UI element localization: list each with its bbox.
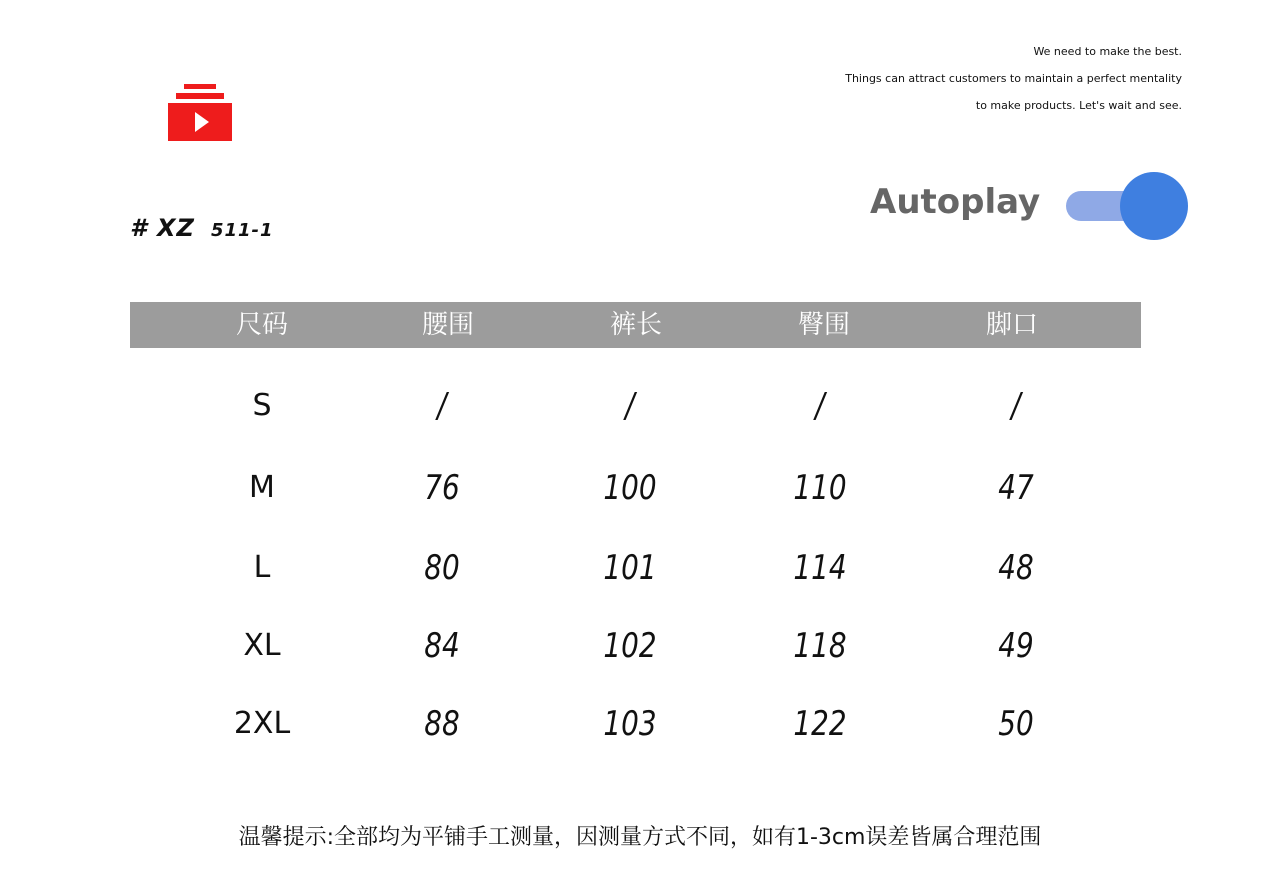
- cell-leg-opening: 50: [998, 704, 1034, 744]
- cell-hip: 110: [793, 468, 847, 508]
- table-row: [130, 694, 1141, 754]
- autoplay-label: Autoplay: [870, 182, 1041, 222]
- cell-size: XL: [243, 628, 281, 663]
- cell-waist: 84: [424, 626, 460, 666]
- cell-length: 102: [603, 626, 657, 666]
- cell-hip: 118: [793, 626, 847, 666]
- cell-length: 101: [603, 548, 657, 588]
- slogan-line-3: to make products. Let's wait and see.: [975, 99, 1182, 112]
- table-row: [130, 538, 1141, 598]
- header-size: 尺码: [235, 310, 288, 340]
- cell-leg-opening: 47: [998, 468, 1034, 508]
- table-row: [130, 458, 1141, 518]
- header-leg-opening: 脚口: [985, 310, 1038, 340]
- cell-waist: 76: [424, 468, 460, 508]
- cell-hip: 122: [793, 704, 847, 744]
- header-length: 裤长: [609, 310, 662, 340]
- product-code-number: 511-1: [210, 220, 274, 241]
- play-icon[interactable]: [168, 84, 232, 142]
- header-hip: 臀围: [797, 310, 850, 340]
- product-code-prefix: # XZ: [130, 214, 195, 242]
- cell-length: 103: [603, 704, 657, 744]
- cell-waist: /: [437, 386, 447, 426]
- cell-size: 2XL: [233, 706, 291, 741]
- header-waist: 腰围: [421, 310, 474, 340]
- cell-length: 100: [603, 468, 657, 508]
- cell-leg-opening: 49: [998, 626, 1034, 666]
- slogan: [845, 38, 1182, 119]
- size-table-header: [130, 302, 1141, 348]
- cell-hip: 114: [793, 548, 847, 588]
- cell-size: M: [249, 470, 275, 505]
- cell-leg-opening: 48: [998, 548, 1034, 588]
- cell-size: L: [253, 550, 271, 585]
- cell-waist: 80: [424, 548, 460, 588]
- cell-leg-opening: /: [1011, 386, 1021, 426]
- product-code: [130, 214, 274, 242]
- slogan-line-2: Things can attract customers to maintain a perfect mentality: [845, 72, 1182, 85]
- measurement-note: 温馨提示:全部均为平铺手工测量，因测量方式不同，如有1-3cm误差皆属合理范围: [238, 825, 1042, 850]
- table-row: [130, 616, 1141, 676]
- table-row: [130, 376, 1141, 436]
- autoplay-toggle[interactable]: [1064, 172, 1188, 240]
- cell-waist: 88: [424, 704, 460, 744]
- cell-length: /: [625, 386, 635, 426]
- autoplay-toggle-knob[interactable]: [1120, 172, 1188, 240]
- slogan-line-1: We need to make the best.: [1033, 45, 1182, 58]
- cell-size: S: [252, 388, 272, 423]
- cell-hip: /: [815, 386, 825, 426]
